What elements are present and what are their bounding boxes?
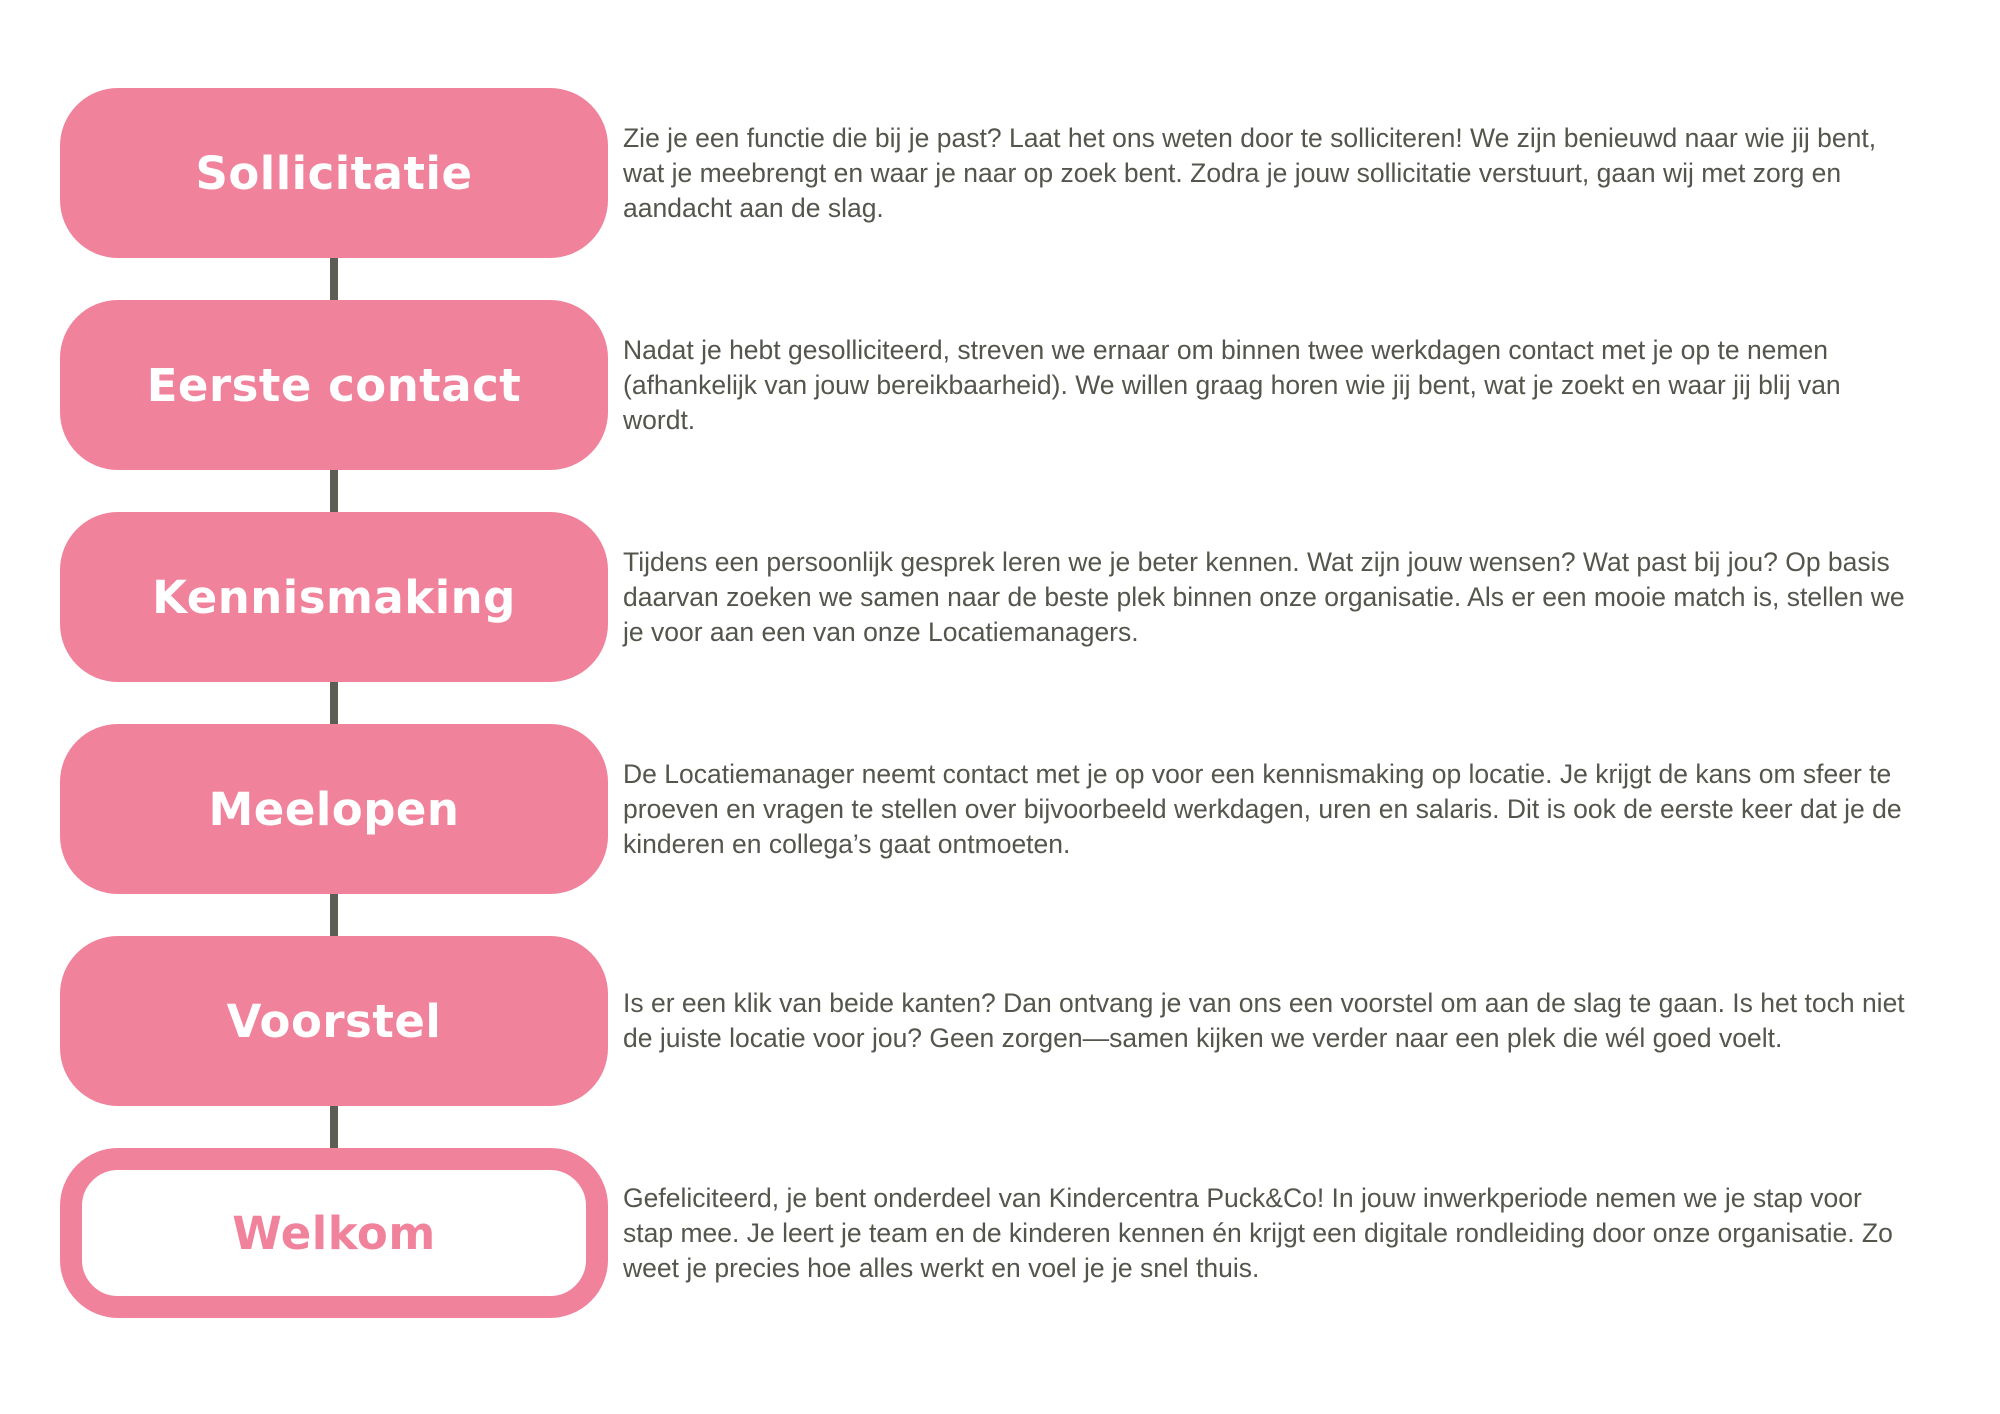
process-steps xyxy=(60,88,1930,1318)
process-step-row-4 xyxy=(60,724,1930,894)
process-step-row-2 xyxy=(60,300,1930,470)
step-description xyxy=(623,545,1915,650)
step-description-text: Is er een klik van beide kanten? Dan ontvang je van ons een voorstel om aan de slag te gaan. Is het toch niet de juiste locatie voor jou? Geen zorgen—samen kijken we verder naar een plek die wél goed voelt. xyxy=(623,988,1905,1053)
process-step-row-5 xyxy=(60,936,1930,1106)
step-pill-1 xyxy=(60,88,608,258)
step-description-text: Tijdens een persoonlijk gesprek leren we je beter kennen. Wat zijn jouw wensen? Wat past bij jou? Op basis daarvan zoeken we samen naar de beste plek binnen onze organisatie. Als er een mooie match is, stellen we je voor aan een van onze Locatiemanagers. xyxy=(623,546,1905,647)
step-description xyxy=(623,1181,1915,1286)
step-description-text: Gefeliciteerd, je bent onderdeel van Kindercentra Puck&Co! In jouw inwerkperiode nemen we je stap voor stap mee. Je leert je team en de kinderen kennen én krijgt een digitale rondleiding door onze organisatie. Zo weet je precies hoe alles werkt en voel je je snel thuis. xyxy=(623,1182,1893,1283)
step-label: Sollicitatie xyxy=(195,146,473,200)
step-pill-4 xyxy=(60,724,608,894)
step-description-text: Nadat je hebt gesolliciteerd, streven we ernaar om binnen twee werkdagen contact met je op te nemen (afhankelijk van jouw bereikbaarheid). We willen graag horen wie jij bent, wat je zoekt en waar jij blij van wordt. xyxy=(623,334,1841,435)
process-step-row-1 xyxy=(60,88,1930,258)
step-description xyxy=(623,121,1915,226)
step-description xyxy=(623,986,1915,1056)
step-label: Voorstel xyxy=(226,994,442,1048)
step-description-text: Zie je een functie die bij je past? Laat het ons weten door te solliciteren! We zijn benieuwd naar wie jij bent, wat je meebrengt en waar je naar op zoek bent. Zodra je jouw sollicitatie verstuurt, gaan wij met zorg en aandacht aan de slag. xyxy=(623,122,1877,223)
step-pill-6 xyxy=(60,1148,608,1318)
step-description xyxy=(623,757,1915,862)
step-description xyxy=(623,333,1915,438)
step-description-text: De Locatiemanager neemt contact met je op voor een kennismaking op locatie. Je krijgt de kans om sfeer te proeven en vragen te stellen over bijvoorbeeld werkdagen, uren en salaris. Dit is ook de eerste keer dat je de kinderen en collega’s gaat ontmoeten. xyxy=(623,758,1902,859)
step-pill-3 xyxy=(60,512,608,682)
step-pill-2 xyxy=(60,300,608,470)
step-label: Kennismaking xyxy=(152,570,516,624)
step-label: Eerste contact xyxy=(146,358,522,412)
step-label: Welkom xyxy=(232,1206,436,1260)
step-pill-5 xyxy=(60,936,608,1106)
process-step-row-3 xyxy=(60,512,1930,682)
process-step-row-6 xyxy=(60,1148,1930,1318)
step-label: Meelopen xyxy=(208,782,460,836)
